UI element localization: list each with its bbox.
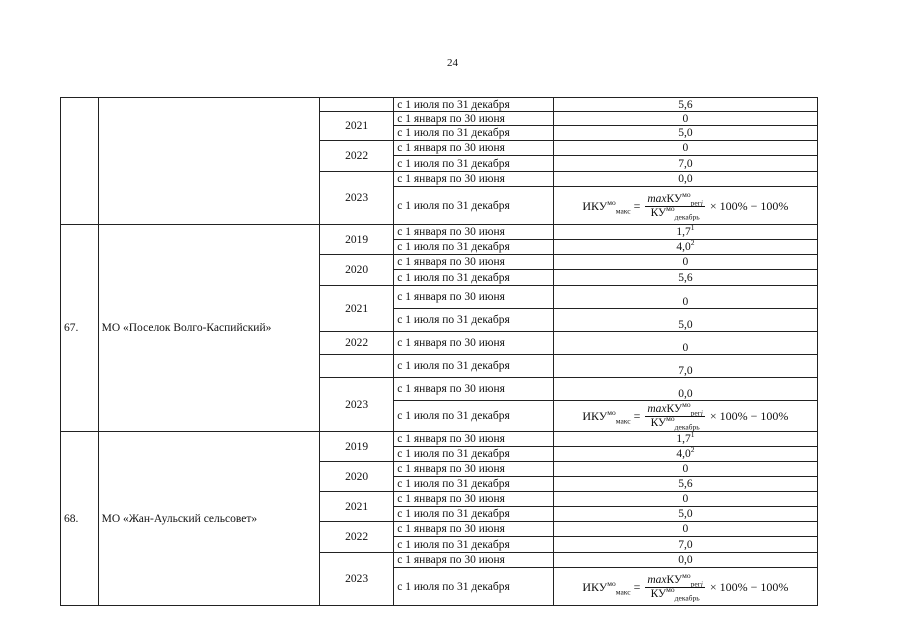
value-cell: 5,0: [553, 126, 817, 141]
period-cell: с 1 января по 30 июня: [394, 112, 554, 126]
mo-name-cell: МО «Жан-Аульский сельсовет»: [98, 432, 320, 606]
value-cell: 5,6: [553, 477, 817, 492]
year-cell: 2019: [320, 225, 394, 255]
period-cell: с 1 июля по 31 декабря: [394, 156, 554, 172]
value-cell: 1,7$^1$: [553, 432, 817, 447]
value-cell: 5,6: [553, 98, 817, 112]
period-cell: с 1 июля по 31 декабря: [394, 270, 554, 286]
index-formula: $ИКУ^{мо}_{макс}$ = $\frac{\max КУ^{мо}_{регj}}{КУ^{мо}_{декабрь}}$ × 100% − 100%: [582, 400, 789, 432]
value-cell: 0: [553, 522, 817, 537]
row-number-cell: [61, 98, 99, 225]
row-number-cell: 67.: [61, 225, 99, 432]
value-cell: 7,0: [553, 355, 817, 378]
table-row: [61, 98, 818, 112]
value-cell: 0,0: [553, 172, 817, 187]
period-cell: с 1 января по 30 июня: [394, 172, 554, 187]
page-number: 24: [447, 57, 458, 69]
period-cell: с 1 января по 30 июня: [394, 432, 554, 447]
period-cell: с 1 июля по 31 декабря: [394, 126, 554, 141]
value-cell: 5,6: [553, 270, 817, 286]
year-cell: 2020: [320, 462, 394, 492]
period-cell: с 1 июля по 31 декабря: [394, 568, 554, 606]
value-cell: 0: [553, 492, 817, 507]
value-cell: 0: [553, 255, 817, 270]
formula-cell: [553, 401, 817, 432]
value-cell: 7,0: [553, 537, 817, 553]
period-cell: с 1 июля по 31 декабря: [394, 309, 554, 332]
year-cell: 2022: [320, 332, 394, 355]
year-cell: 2022: [320, 141, 394, 172]
period-cell: с 1 января по 30 июня: [394, 492, 554, 507]
period-cell: с 1 июля по 31 декабря: [394, 355, 554, 378]
formula-cell: [553, 568, 817, 606]
value-cell: 5,0: [553, 309, 817, 332]
formula-cell: [553, 187, 817, 225]
year-cell: 2023: [320, 553, 394, 606]
value-cell: 0,0: [553, 378, 817, 401]
period-cell: с 1 января по 30 июня: [394, 378, 554, 401]
index-formula: $ИКУ^{мо}_{макс}$ = $\frac{\max КУ^{мо}_{регj}}{КУ^{мо}_{декабрь}}$ × 100% − 100%: [582, 189, 789, 221]
period-cell: с 1 января по 30 июня: [394, 462, 554, 477]
year-cell: [320, 355, 394, 378]
tariff-index-table: [60, 97, 818, 606]
year-cell: 2019: [320, 432, 394, 462]
value-cell: 0: [553, 286, 817, 309]
year-cell: 2021: [320, 492, 394, 522]
value-cell: 4,0$^2$: [553, 240, 817, 255]
value-cell: 7,0: [553, 156, 817, 172]
mo-name-cell: МО «Поселок Волго-Каспийский»: [98, 225, 320, 432]
value-cell: 0: [553, 332, 817, 355]
period-cell: с 1 июля по 31 декабря: [394, 537, 554, 553]
period-cell: с 1 июля по 31 декабря: [394, 98, 554, 112]
period-cell: с 1 июля по 31 декабря: [394, 447, 554, 462]
year-cell: [320, 98, 394, 112]
value-cell: 1,7$^1$: [553, 225, 817, 240]
year-cell: 2020: [320, 255, 394, 286]
period-cell: с 1 января по 30 июня: [394, 332, 554, 355]
period-cell: с 1 января по 30 июня: [394, 141, 554, 156]
row-number-cell: 68.: [61, 432, 99, 606]
period-cell: с 1 января по 30 июня: [394, 255, 554, 270]
period-cell: с 1 июля по 31 декабря: [394, 507, 554, 522]
period-cell: с 1 июля по 31 декабря: [394, 477, 554, 492]
value-cell: 0,0: [553, 553, 817, 568]
year-cell: 2022: [320, 522, 394, 553]
year-cell: 2023: [320, 172, 394, 225]
index-formula: $ИКУ^{мо}_{макс}$ = $\frac{\max КУ^{мо}_{регj}}{КУ^{мо}_{декабрь}}$ × 100% − 100%: [582, 570, 789, 602]
period-cell: с 1 июля по 31 декабря: [394, 187, 554, 225]
year-cell: 2021: [320, 112, 394, 141]
period-cell: с 1 января по 30 июня: [394, 553, 554, 568]
period-cell: с 1 января по 30 июня: [394, 225, 554, 240]
mo-name-cell: [98, 98, 320, 225]
value-cell: 5,0: [553, 507, 817, 522]
period-cell: с 1 января по 30 июня: [394, 286, 554, 309]
value-cell: 0: [553, 112, 817, 126]
table-row: [61, 432, 818, 447]
value-cell: 4,0$^2$: [553, 447, 817, 462]
value-cell: 0: [553, 141, 817, 156]
year-cell: 2023: [320, 378, 394, 432]
period-cell: с 1 июля по 31 декабря: [394, 240, 554, 255]
table-row: [61, 225, 818, 240]
value-cell: 0: [553, 462, 817, 477]
period-cell: с 1 января по 30 июня: [394, 522, 554, 537]
period-cell: с 1 июля по 31 декабря: [394, 401, 554, 432]
year-cell: 2021: [320, 286, 394, 332]
